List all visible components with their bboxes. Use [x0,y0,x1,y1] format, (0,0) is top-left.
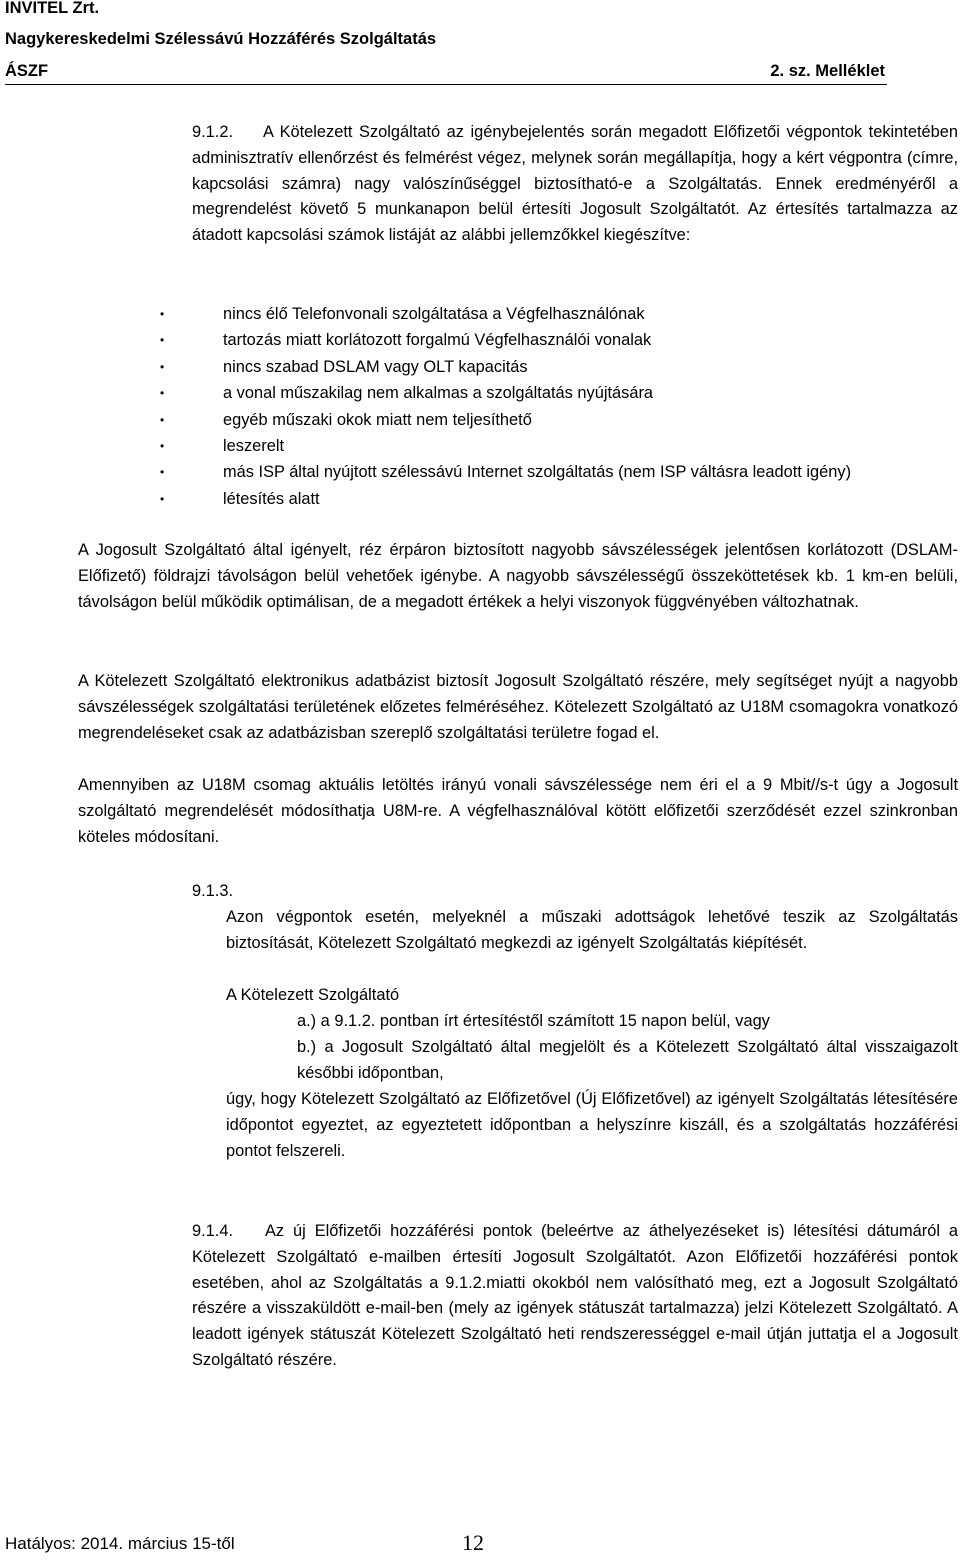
header-appendix: 2. sz. Melléklet [770,62,885,80]
header-service: Nagykereskedelmi Szélessávú Hozzáférés Szolgáltatás [5,30,437,48]
list-item: • egyéb műszaki okok miatt nem teljesíthető [160,407,960,433]
bullet-icon: • [160,412,165,427]
section-913-sub: A Kötelezett Szolgáltató [226,986,400,1004]
status-list [160,301,960,512]
section-number-914: 9.1.4. [192,1222,234,1240]
footer-effective-date: Hatályos: 2014. március 15-től [5,1534,235,1553]
header-rule [5,84,887,85]
bullet-icon: • [160,491,165,506]
list-item: • leszerelt [160,433,960,459]
section-number-913: 9.1.3. [192,882,234,900]
section-912-text: A Kötelezett Szolgáltató az igénybejelentés során megadott Előfizetői végpontok tekintetében adminisztratív ellenőrzést és felmérést végez, melynek során megállapítja, hogy a kért végpontra (címre, kapcsolási számra) nagy valószínűséggel biztosítható-e a Szolgáltatás. Ennek eredményéről a megrendelést követő 5 munkanapon belül értesíti Jogosult Szolgáltatót. Az értesítés tartalmazza az átadott kapcsolási számok listáját az alábbi jellemzőkkel kiegészítve: [192,123,958,245]
section-914-text: Az új Előfizetői hozzáférési pontok (beleértve az áthelyezéseket is) létesítési dátumáról a Kötelezett Szolgáltató e-mailben értesíti Jogosult Szolgáltatót. Azon Előfizetői hozzáférési pontok esetében, ahol az Szolgáltatás a 9.1.2.miatti okokból nem valósítható meg, ezt a Jogosult Szolgáltató részére a visszaküldött e-mail-ben (mely az igények státuszát tartalmazza) jelzi Kötelezett Szolgáltató. A leadott igények státuszát Kötelezett Szolgáltató heti rendszerességgel e-mail útján juttatja el a Jogosult Szolgáltató részére. [192,1222,958,1369]
header-doc: ÁSZF [5,62,49,80]
bullet-icon: • [160,439,165,454]
bullet-icon: • [160,333,165,348]
bullet-icon: • [160,465,165,480]
list-item: • a vonal műszakilag nem alkalmas a szolgáltatás nyújtására [160,380,960,406]
header-company: INVITEL Zrt. [5,0,100,17]
list-item: • nincs szabad DSLAM vagy OLT kapacitás [160,354,960,380]
list-item: • más ISP által nyújtott szélessávú Internet szolgáltatás (nem ISP váltásra leadott igény) [160,459,960,485]
paragraph-database: A Kötelezett Szolgáltató elektronikus adatbázist biztosít Jogosult Szolgáltató részére, mely segítséget nyújt a nagyobb sávszélességek szolgáltatási területének előzetes felméréséhez. Kötelezett Szolgáltató az U18M csomagokra vonatkozó megrendeléseket csak az adatbázisban szereplő szolgáltatási területre fogad el. [78,672,958,742]
section-913-item-a: a.) a 9.1.2. pontban írt értesítéstől számított 15 napon belül, vagy [297,1012,770,1030]
bullet-icon: • [160,386,165,401]
section-913-intro: Azon végpontok esetén, melyeknél a műszaki adottságok lehetővé teszik az Szolgáltatás biztosítását, Kötelezett Szolgáltató megkezdi az igényelt Szolgáltatás kiépítését. [226,908,958,952]
list-item: • nincs élő Telefonvonali szolgáltatása a Végfelhasználónak [160,301,960,327]
bullet-icon: • [160,307,165,321]
paragraph-bandwidth: A Jogosult Szolgáltató által igényelt, réz érpáron biztosított nagyobb sávszélességek jelentősen korlátozott (DSLAM-Előfizető) földrajzi távolságon belül vehetőek igénybe. A nagyobb sávszélességű összeköttetések kb. 1 km-en belüli, távolságon belül működik optimálisan, de a megadott értékek a helyi viszonyok függvényében változhatnak. [78,541,958,611]
section-number-912: 9.1.2. [192,123,234,141]
page-number: 12 [462,1530,484,1555]
section-913-item-b: b.) a Jogosult Szolgáltató által megjelölt és a Kötelezett Szolgáltató által visszaigazolt későbbi időpontban, [297,1038,958,1082]
paragraph-u18m: Amennyiben az U18M csomag aktuális letöltés irányú vonali sávszélessége nem éri el a 9 Mbit//s-t úgy a Jogosult szolgáltató megrendelését módosíthatja U8M-re. A végfelhasználóval kötött előfizetői szerződését ezzel szinkronban köteles módosítani. [78,776,958,846]
section-913-outro: úgy, hogy Kötelezett Szolgáltató az Előfizetővel (Új Előfizetővel) az igényelt Szolgáltatás létesítésére időpontot egyeztet, az egyeztetett időpontban a helyszínre kiszáll, és a szolgáltatás hozzáférési pontot felszereli. [226,1090,958,1160]
bullet-icon: • [160,359,165,374]
list-item: • létesítés alatt [160,486,960,512]
list-item: • tartozás miatt korlátozott forgalmú Végfelhasználói vonalak [160,327,960,353]
